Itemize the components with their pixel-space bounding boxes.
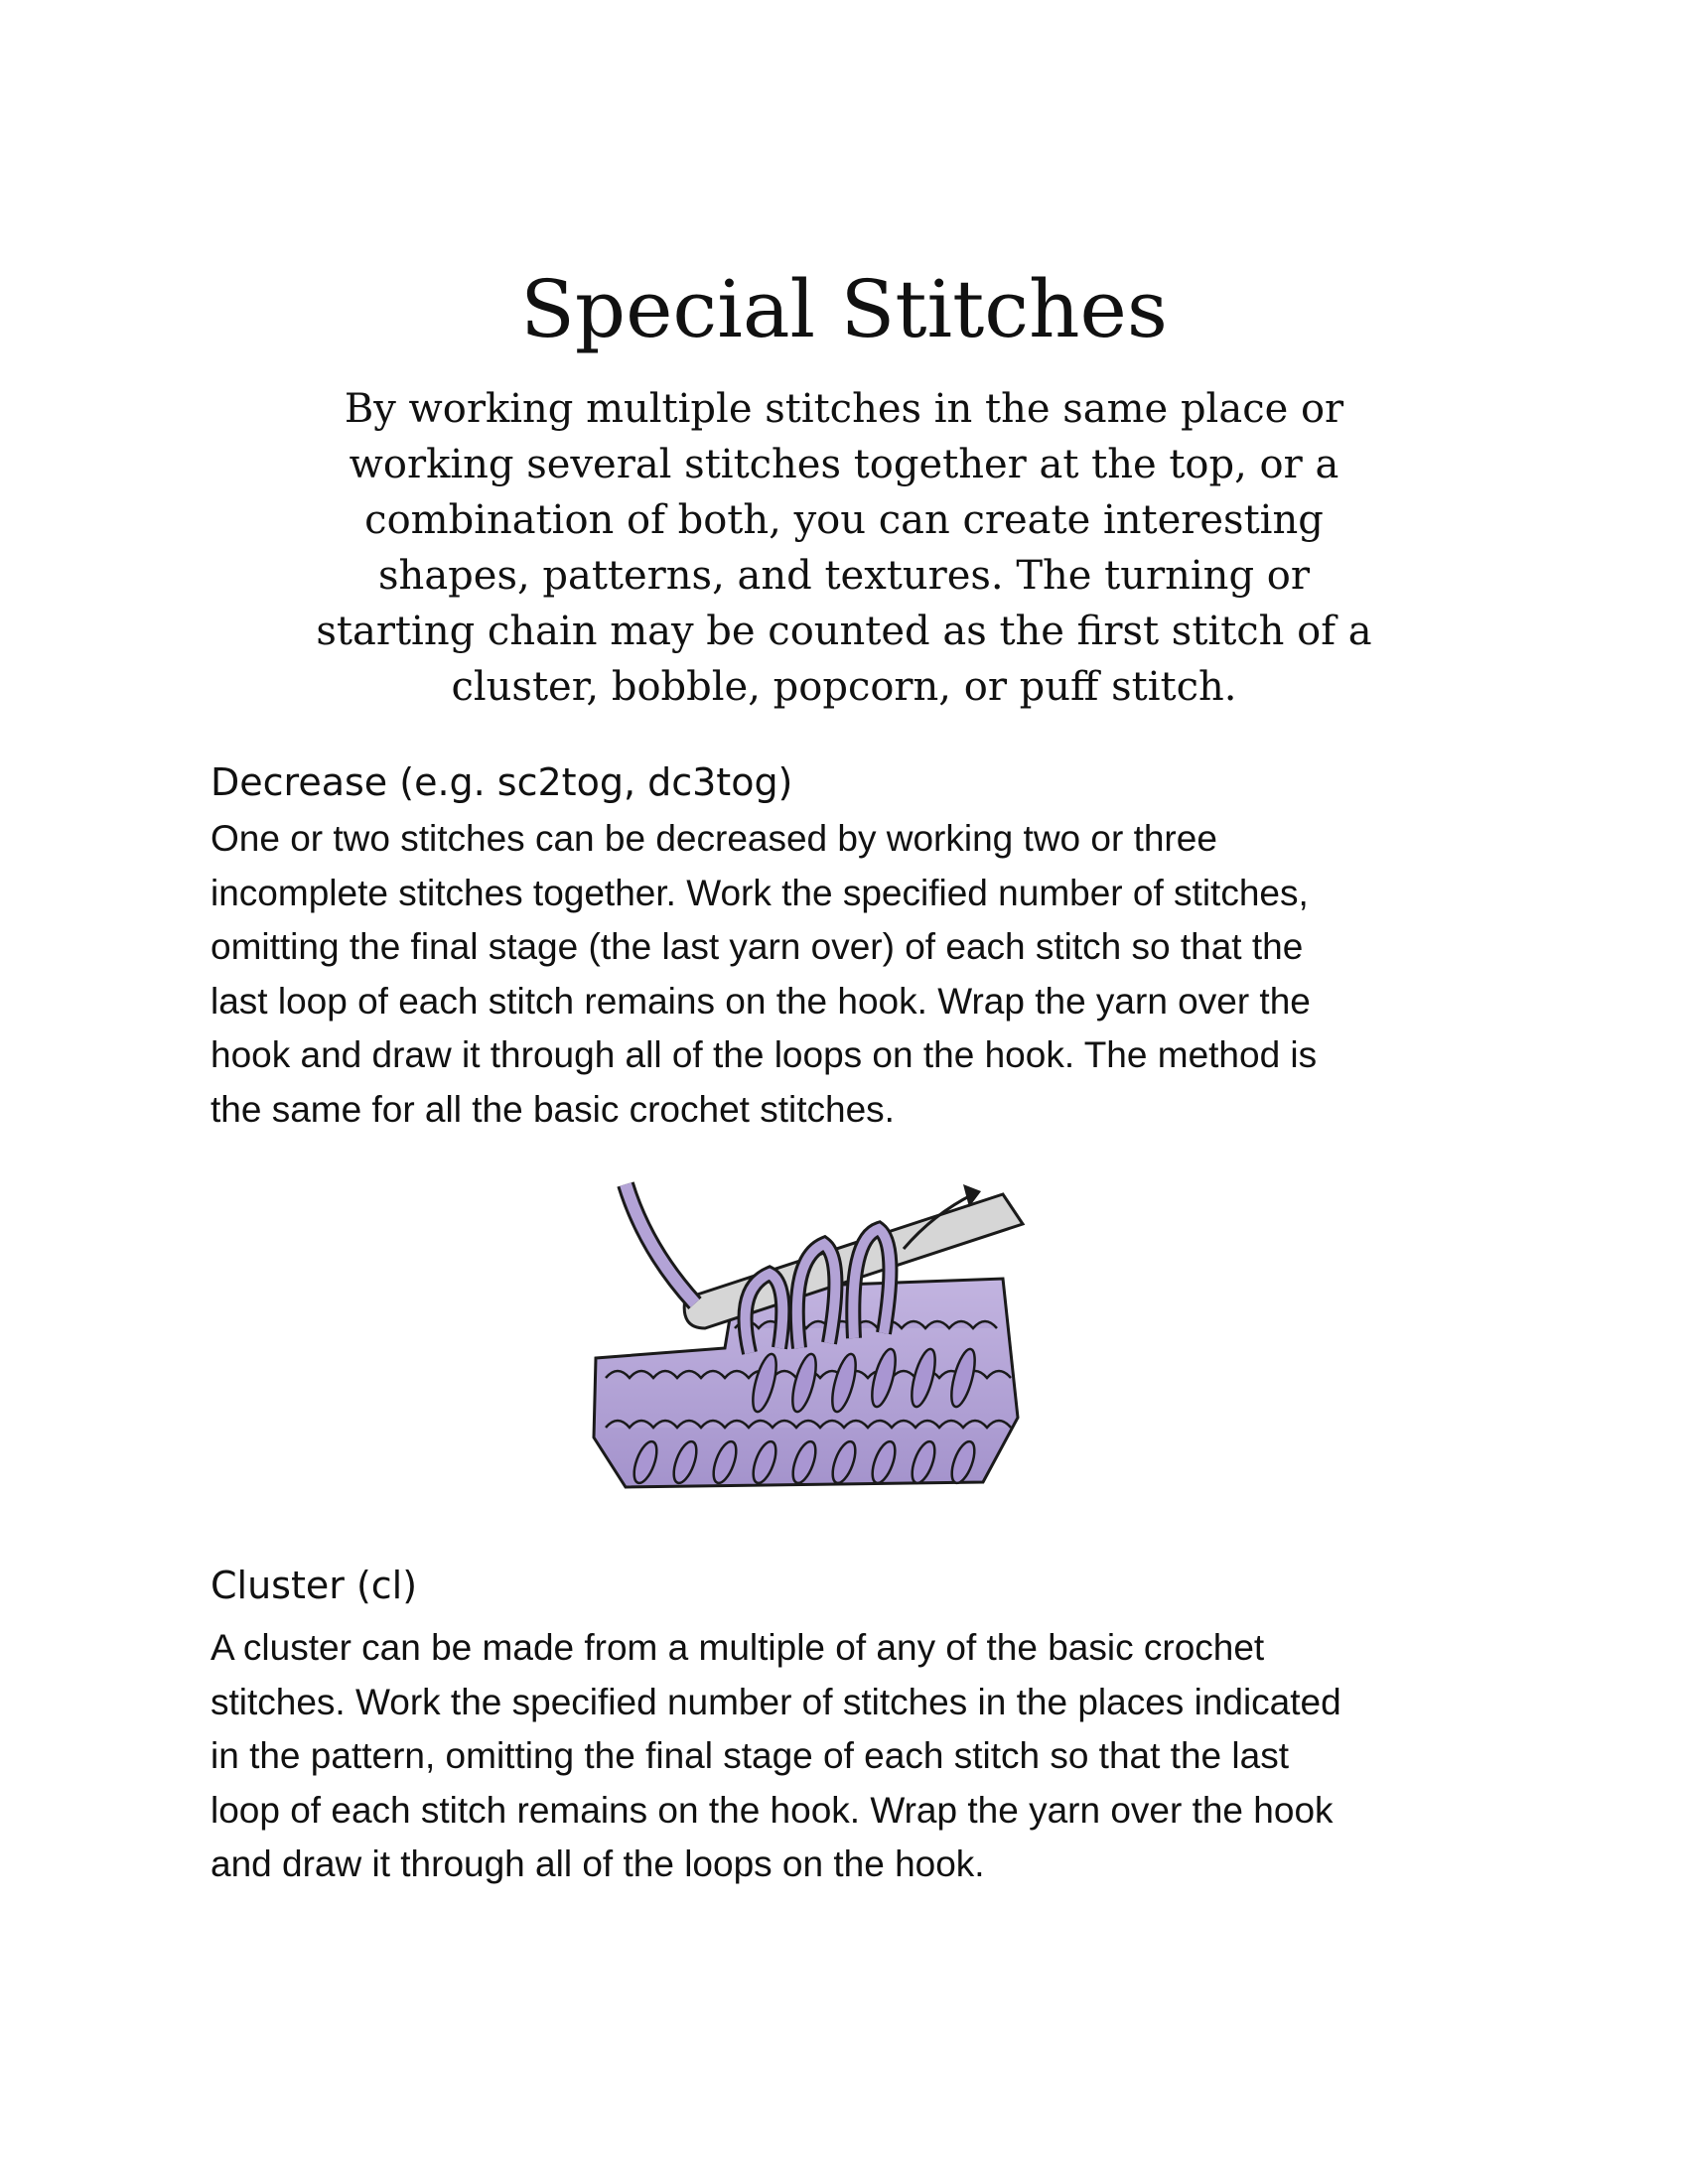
body-line: stitches. Work the specified number of stitches in the places indicated: [211, 1681, 1341, 1722]
cluster-heading: Cluster (cl): [211, 1564, 418, 1607]
body-line: A cluster can be made from a multiple of any of the basic crochet: [211, 1627, 1265, 1668]
body-line: incomplete stitches together. Work the specified number of stitches,: [211, 872, 1309, 913]
body-line: omitting the final stage (the last yarn over) of each stitch so that the: [211, 926, 1304, 967]
intro-line: By working multiple stitches in the same place or: [344, 386, 1344, 432]
body-line: One or two stitches can be decreased by working two or three: [211, 818, 1217, 859]
intro-line: combination of both, you can create interesting: [364, 497, 1324, 543]
page-title: Special Stitches: [520, 263, 1168, 355]
intro-line: shapes, patterns, and textures. The turning or: [378, 553, 1310, 599]
intro-line: starting chain may be counted as the first stitch of a: [316, 609, 1372, 654]
body-line: hook and draw it through all of the loops on the hook. The method is: [211, 1034, 1318, 1075]
body-line: last loop of each stitch remains on the hook. Wrap the yarn over the: [211, 980, 1311, 1022]
cluster-description: [211, 1621, 1521, 1892]
body-line: the same for all the basic crochet stitches.: [211, 1088, 895, 1130]
intro-line: cluster, bobble, popcorn, or puff stitch.: [451, 664, 1237, 710]
body-line: loop of each stitch remains on the hook. Wrap the yarn over the hook: [211, 1789, 1334, 1831]
decrease-heading: Decrease (e.g. sc2tog, dc3tog): [211, 760, 793, 804]
body-line: and draw it through all of the loops on the hook.: [211, 1843, 985, 1884]
crochet-decrease-illustration-icon: [586, 1179, 1082, 1497]
body-line: in the pattern, omitting the final stage of each stitch so that the last: [211, 1735, 1289, 1776]
intro-paragraph: [248, 381, 1440, 715]
intro-line: working several stitches together at the top, or a: [349, 442, 1339, 487]
decrease-description: [211, 812, 1521, 1137]
